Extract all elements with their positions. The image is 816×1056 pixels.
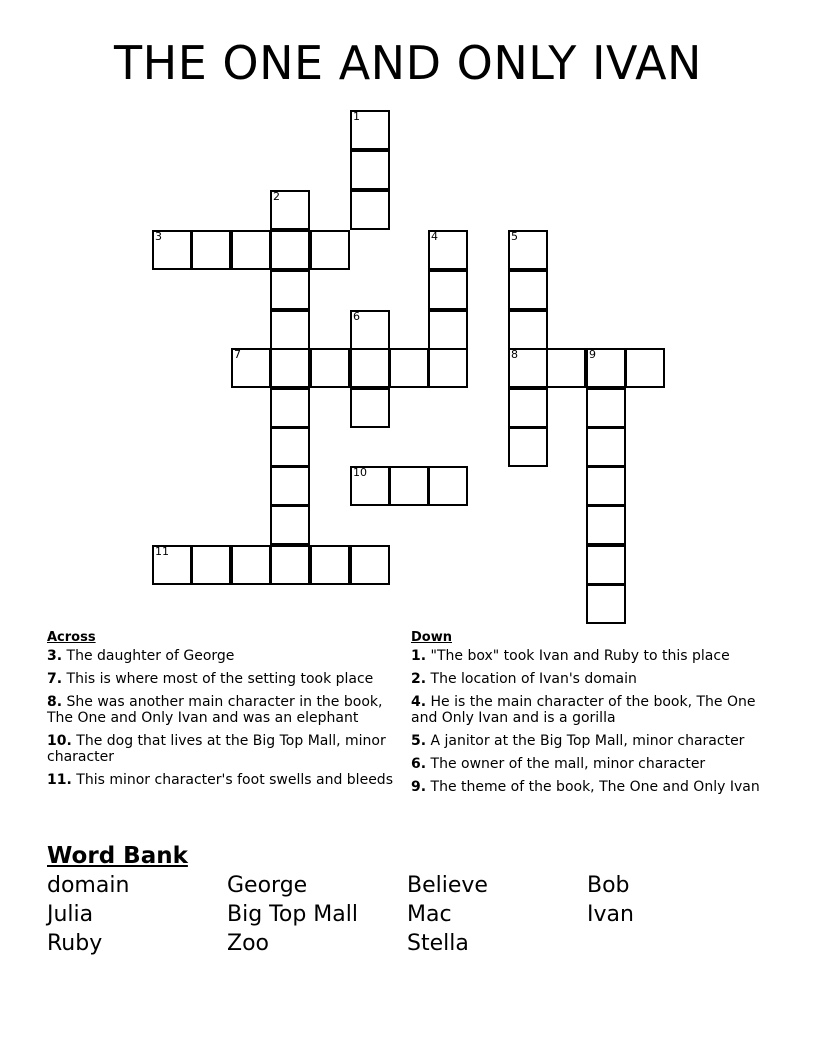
clue-number: 4. <box>411 694 427 710</box>
word-bank-item: Zoo <box>227 931 269 956</box>
crossword-cell[interactable] <box>428 466 468 506</box>
crossword-cell[interactable] <box>586 348 626 388</box>
down-clue <box>411 694 771 726</box>
clue-text: He is the main character of the book, The One and Only Ivan and is a gorilla <box>411 694 756 726</box>
crossword-cell[interactable] <box>428 230 468 270</box>
crossword-cell[interactable] <box>152 230 192 270</box>
crossword-cell[interactable] <box>270 230 310 270</box>
crossword-cell[interactable] <box>586 388 626 428</box>
crossword-cell[interactable] <box>270 505 310 545</box>
crossword-cell[interactable] <box>508 348 548 388</box>
down-clue <box>411 648 771 664</box>
crossword-cell[interactable] <box>350 388 390 428</box>
down-clue <box>411 779 771 795</box>
crossword-cell[interactable] <box>586 545 626 585</box>
word-bank-item: Ruby <box>47 931 103 956</box>
cell-number: 7 <box>234 348 241 361</box>
clue-number: 2. <box>411 671 427 687</box>
crossword-cell[interactable] <box>586 466 626 506</box>
crossword-cell[interactable] <box>350 310 390 350</box>
crossword-cell[interactable] <box>270 427 310 467</box>
clue-text: She was another main character in the book, The One and Only Ivan and was an elephant <box>47 694 383 726</box>
across-clues <box>47 630 407 795</box>
crossword-cell[interactable] <box>508 427 548 467</box>
cell-number: 5 <box>511 230 518 243</box>
crossword-cell[interactable] <box>428 310 468 350</box>
clue-number: 10. <box>47 733 72 749</box>
clue-text: This minor character's foot swells and bleeds <box>76 772 393 788</box>
down-heading: Down <box>411 630 452 645</box>
clue-text: "The box" took Ivan and Ruby to this place <box>430 648 730 664</box>
crossword-cell[interactable] <box>270 190 310 230</box>
cell-number: 10 <box>353 466 367 479</box>
across-clue <box>47 671 407 687</box>
crossword-cell[interactable] <box>270 466 310 506</box>
across-heading: Across <box>47 630 96 645</box>
crossword-cell[interactable] <box>508 270 548 310</box>
crossword-cell[interactable] <box>152 545 192 585</box>
crossword-cell[interactable] <box>586 427 626 467</box>
crossword-cell[interactable] <box>508 230 548 270</box>
clue-number: 7. <box>47 671 63 687</box>
crossword-cell[interactable] <box>231 348 271 388</box>
page-title: THE ONE AND ONLY IVAN <box>114 36 702 90</box>
clue-text: The owner of the mall, minor character <box>430 756 706 772</box>
across-clue <box>47 772 407 788</box>
word-bank-item: Big Top Mall <box>227 902 358 927</box>
word-bank-item: Bob <box>587 873 630 898</box>
cell-number: 6 <box>353 310 360 323</box>
crossword-cell[interactable] <box>191 230 231 270</box>
word-bank-item: Believe <box>407 873 488 898</box>
crossword-cell[interactable] <box>586 505 626 545</box>
crossword-cell[interactable] <box>350 110 390 150</box>
crossword-cell[interactable] <box>546 348 586 388</box>
crossword-cell[interactable] <box>231 230 271 270</box>
cell-number: 11 <box>155 545 169 558</box>
word-bank-heading: Word Bank <box>47 843 188 869</box>
across-clue <box>47 694 407 726</box>
crossword-cell[interactable] <box>270 270 310 310</box>
down-clue <box>411 733 771 749</box>
crossword-cell[interactable] <box>586 584 626 624</box>
down-clue <box>411 756 771 772</box>
clue-number: 8. <box>47 694 63 710</box>
clue-text: A janitor at the Big Top Mall, minor character <box>430 733 745 749</box>
down-clues <box>411 630 771 802</box>
crossword-cell[interactable] <box>310 230 350 270</box>
cell-number: 2 <box>273 190 280 203</box>
crossword-cell[interactable] <box>350 348 390 388</box>
word-bank-item: George <box>227 873 308 898</box>
crossword-cell[interactable] <box>389 348 429 388</box>
crossword-cell[interactable] <box>270 545 310 585</box>
crossword-cell[interactable] <box>428 348 468 388</box>
clue-number: 5. <box>411 733 427 749</box>
clue-text: This is where most of the setting took place <box>66 671 374 687</box>
cell-number: 9 <box>589 348 596 361</box>
word-bank-item: Mac <box>407 902 452 927</box>
clue-text: The dog that lives at the Big Top Mall, minor character <box>47 733 386 765</box>
cell-number: 1 <box>353 110 360 123</box>
crossword-cell[interactable] <box>508 310 548 350</box>
word-bank <box>47 872 787 957</box>
across-clue <box>47 648 407 664</box>
crossword-cell[interactable] <box>625 348 665 388</box>
word-bank-item: domain <box>47 873 130 898</box>
down-clue <box>411 671 771 687</box>
word-bank-item: Julia <box>47 902 94 927</box>
cell-number: 8 <box>511 348 518 361</box>
crossword-cell[interactable] <box>350 545 390 585</box>
crossword-cell[interactable] <box>389 466 429 506</box>
cell-number: 3 <box>155 230 162 243</box>
clue-number: 1. <box>411 648 427 664</box>
crossword-cell[interactable] <box>310 545 350 585</box>
crossword-cell[interactable] <box>231 545 271 585</box>
crossword-cell[interactable] <box>191 545 231 585</box>
clue-number: 6. <box>411 756 427 772</box>
crossword-cell[interactable] <box>270 310 310 350</box>
crossword-cell[interactable] <box>310 348 350 388</box>
crossword-cell[interactable] <box>428 270 468 310</box>
crossword-cell[interactable] <box>350 466 390 506</box>
clue-text: The daughter of George <box>66 648 235 664</box>
crossword-cell[interactable] <box>508 388 548 428</box>
word-bank-item: Ivan <box>587 902 634 927</box>
crossword-cell[interactable] <box>350 150 390 190</box>
across-clue <box>47 733 407 765</box>
clue-number: 11. <box>47 772 72 788</box>
clue-text: The theme of the book, The One and Only Ivan <box>430 779 760 795</box>
crossword-cell[interactable] <box>270 348 310 388</box>
crossword-cell[interactable] <box>270 388 310 428</box>
clue-text: The location of Ivan's domain <box>430 671 637 687</box>
crossword-cell[interactable] <box>350 190 390 230</box>
clue-number: 3. <box>47 648 63 664</box>
clue-number: 9. <box>411 779 427 795</box>
word-bank-item: Stella <box>407 931 469 956</box>
cell-number: 4 <box>431 230 438 243</box>
